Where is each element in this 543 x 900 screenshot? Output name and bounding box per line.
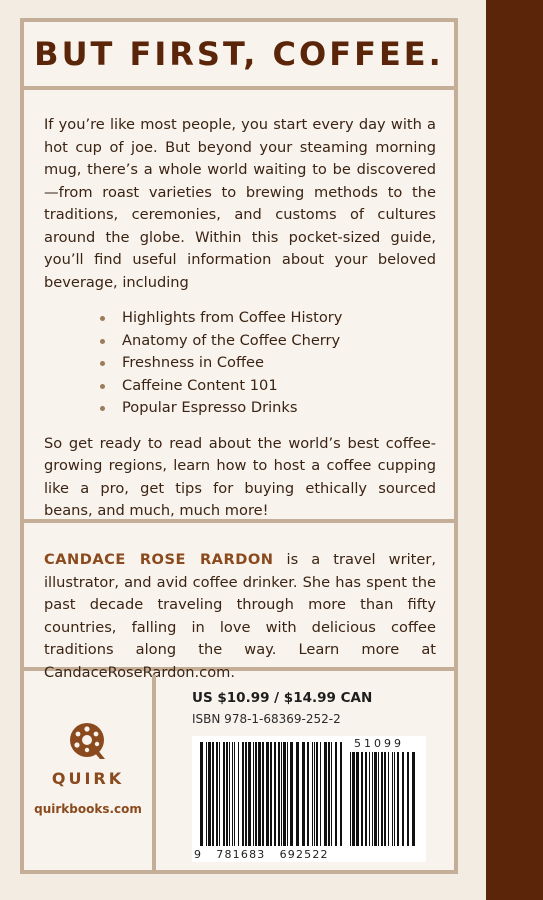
barcode-bar [407, 752, 409, 846]
barcode-bar [328, 742, 330, 846]
author-bio-panel [24, 527, 454, 681]
list-item: Highlights from Coffee History [118, 307, 436, 330]
barcode-bar [208, 742, 211, 846]
book-tagline: BUT FIRST, COFFEE. [34, 35, 444, 73]
barcode-bar [216, 742, 218, 846]
outro-paragraph: So get ready to read about the world’s best coffee-growing regions, learn how to host a coffee cupping like a pro, get tips for buying ethically sourced beans, and much, much more! [44, 434, 436, 519]
barcode-bar [392, 752, 393, 846]
barcode-bar [388, 752, 389, 846]
quirk-logo-icon [66, 719, 110, 763]
barcode-bar [245, 742, 247, 846]
author-bio-text: is a travel writer, illustrator, and avid coffee drinker. She has spent the past decade traveling through more than fifty countries, falling in love with delicious coffee traditions along the way. Learn more at CandaceRoseRardon.com. [44, 551, 436, 681]
barcode-bar [248, 742, 251, 846]
barcode-bar [258, 742, 261, 846]
barcode-bar [350, 752, 351, 846]
barcode-bar [212, 742, 214, 846]
barcode-bar [397, 752, 399, 846]
barcode-bar [238, 742, 239, 846]
barcode-bar [381, 752, 383, 846]
barcode-bar [234, 742, 235, 846]
barcode-bar [242, 742, 244, 846]
barcode-bar [226, 742, 228, 846]
title-panel [24, 22, 454, 90]
price-label: US $10.99 / $14.99 CAN [192, 690, 373, 706]
list-item: Popular Espresso Drinks [118, 397, 436, 420]
barcode-bar [352, 752, 355, 846]
barcode-bar [262, 742, 264, 846]
book-spine [486, 0, 543, 900]
barcode-bar [290, 742, 293, 846]
barcode-bar [274, 742, 276, 846]
list-item: Freshness in Coffee [118, 352, 436, 375]
list-item: Anatomy of the Coffee Cherry [118, 330, 436, 353]
barcode-bar [372, 752, 373, 846]
barcode-bar [314, 742, 315, 846]
barcode-graphic [192, 736, 426, 862]
barcode-digits: 9 781683 692522 [194, 848, 329, 861]
barcode-bar [287, 742, 288, 846]
barcode-bar [402, 752, 404, 846]
author-name: CANDACE ROSE RARDON [44, 551, 274, 568]
barcode-bar [340, 742, 342, 846]
barcode-bar [206, 742, 207, 846]
isbn-label: ISBN 978-1-68369-252-2 [192, 712, 341, 726]
barcode-bar [365, 752, 367, 846]
price-panel [160, 675, 454, 870]
barcode-bar [378, 752, 379, 846]
description-panel [24, 90, 454, 523]
barcode-bar [281, 742, 282, 846]
intro-paragraph: If you’re like most people, you start every day with a hot cup of joe. But beyond your steaming morning mug, there’s a whole world waiting to be discovered—from roast varieties to brewing methods to the traditions, ceremonies, and customs of cultures around the globe. Within this pocket-sized guide, you’ll find useful information about your beloved beverage, including [44, 116, 436, 291]
barcode-bar [356, 752, 359, 846]
back-cover-frame [20, 18, 458, 874]
barcode-bar [219, 742, 220, 846]
barcode-bar [302, 742, 305, 846]
barcode-bar [270, 742, 272, 846]
barcode-bar [394, 752, 395, 846]
barcode-bar [223, 742, 225, 846]
isbn-barcode [192, 736, 426, 862]
publisher-panel [24, 675, 156, 870]
barcode-bar [278, 742, 280, 846]
barcode-bar [253, 742, 254, 846]
barcode-bar [324, 742, 327, 846]
barcode-bar [200, 742, 203, 846]
barcode-bar [384, 752, 386, 846]
publisher-url: quirkbooks.com [34, 802, 142, 816]
barcode-bar [335, 742, 337, 846]
barcode-bar [266, 742, 269, 846]
topics-list [118, 307, 436, 420]
barcode-bar [232, 742, 233, 846]
barcode-bar [331, 742, 332, 846]
publisher-name: QUIRK [51, 769, 125, 788]
author-bio [44, 549, 436, 684]
barcode-bar [316, 742, 318, 846]
barcode-bar [312, 742, 313, 846]
barcode-bar [255, 742, 257, 846]
barcode-bar [374, 752, 377, 846]
list-item: Caffeine Content 101 [118, 375, 436, 398]
barcode-bar [412, 752, 415, 846]
barcode-bar [369, 752, 370, 846]
barcode-bar [361, 752, 363, 846]
footer-panel [24, 675, 454, 870]
barcode-bar [283, 742, 286, 846]
addon-digits: 51099 [354, 737, 404, 750]
barcode-bar [307, 742, 309, 846]
barcode-bar [229, 742, 230, 846]
barcode-bar [296, 742, 299, 846]
barcode-bar [320, 742, 321, 846]
